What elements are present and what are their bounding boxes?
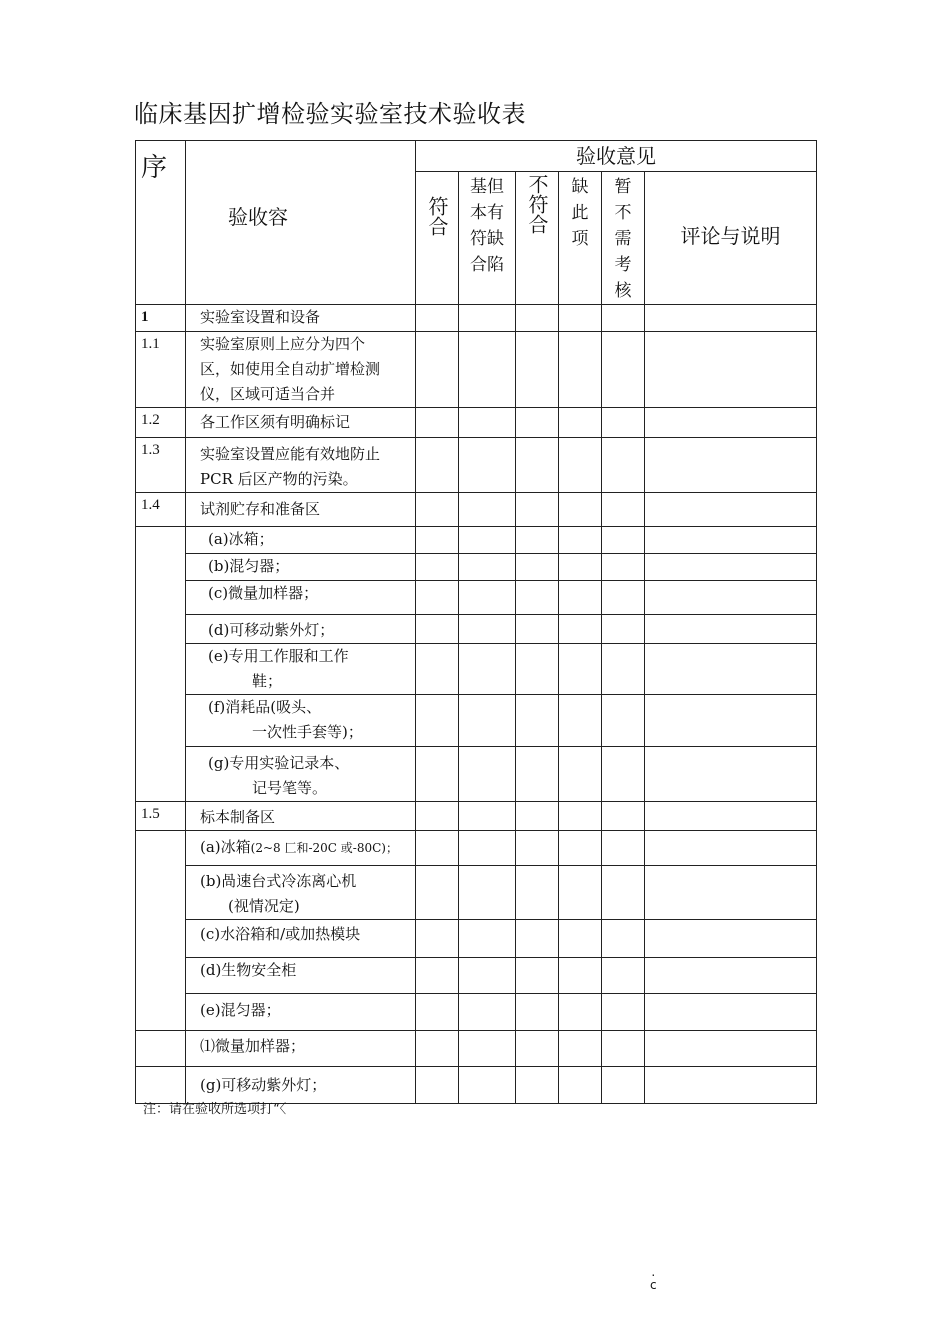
table-row	[136, 581, 817, 615]
header-conform: 符合	[416, 172, 459, 305]
table-row	[136, 527, 817, 554]
header-not-required: 暂 不 需 考 核	[602, 172, 645, 305]
row-content: 实验室设置和设备	[186, 305, 416, 332]
table-row	[136, 920, 817, 958]
row-content: 各工作区须有明确标记	[186, 408, 416, 438]
row-content: (d)生物安全柜	[186, 958, 416, 994]
row-content: (f)消耗品(吸头、 一次性手套等)；	[186, 695, 416, 747]
table-row	[136, 802, 817, 831]
table-row	[136, 644, 817, 695]
table-row	[136, 747, 817, 802]
table-row	[136, 332, 817, 408]
row-content: (c)水浴箱和/或加热模块	[186, 920, 416, 958]
row-content: 试剂贮存和准备区	[186, 493, 416, 527]
table-row	[136, 866, 817, 920]
row-seq: 1.2	[136, 408, 186, 438]
header-nonconform: 不符合	[516, 172, 559, 305]
row-content: (b)混匀器；	[186, 554, 416, 581]
row-content: (b)咼速台式冷冻离心机 (视情况定)	[186, 866, 416, 920]
row-content: (a)冰箱(2~8 匚和-20C 或-80C)；	[186, 831, 416, 866]
row-content: (g)专用实验记录本、 记号笔等。	[186, 747, 416, 802]
row-seq-empty	[136, 1031, 186, 1067]
table-row	[136, 493, 817, 527]
table-row	[136, 695, 817, 747]
row-seq: 1.3	[136, 438, 186, 493]
table-row	[136, 1031, 817, 1067]
row-content: (c)微量加样器；	[186, 581, 416, 615]
table-row	[136, 305, 817, 332]
table-row	[136, 831, 817, 866]
header-content: 验收容	[186, 141, 416, 305]
row-content: 实验室设置应能有效地防止 PCR 后区产物的污染。	[186, 438, 416, 493]
table-row	[136, 554, 817, 581]
table-row	[136, 958, 817, 994]
row-content: 实验室原则上应分为四个 区，如使用全自动扩增检测 仪，区域可适当合并	[186, 332, 416, 408]
acceptance-table	[135, 140, 817, 1104]
row-seq-empty	[136, 831, 186, 1031]
header-comment: 评论与说明	[645, 172, 817, 305]
header-missing: 缺 此 项	[559, 172, 602, 305]
row-seq: 1.1	[136, 332, 186, 408]
footnote: 注：请在验收所选项打“〈	[143, 1102, 287, 1117]
row-content: (e)专用工作服和工作 鞋；	[186, 644, 416, 695]
row-content: (d)可移动紫外灯；	[186, 615, 416, 644]
row-seq: 1.4	[136, 493, 186, 527]
row-content: (a)冰箱；	[186, 527, 416, 554]
row-content: ⑴微量加样器；	[186, 1031, 416, 1067]
header-seq: 序	[136, 141, 186, 305]
table-row	[136, 408, 817, 438]
table-row	[136, 994, 817, 1031]
page-title: 临床基因扩增检验实验室技术验收表	[134, 100, 526, 128]
row-content: 标本制备区	[186, 802, 416, 831]
header-basic-conform: 基但 本有 符缺 合陷	[459, 172, 516, 305]
row-seq-empty	[136, 527, 186, 802]
table-row	[136, 615, 817, 644]
row-content: (g)可移动紫外灯；	[186, 1067, 416, 1104]
header-opinion: 验收意见	[416, 141, 817, 172]
row-seq: 1.5	[136, 802, 186, 831]
row-seq: 1	[136, 305, 186, 332]
page-mark: . c	[650, 1265, 657, 1292]
row-content: (e)混匀器；	[186, 994, 416, 1031]
table-row	[136, 438, 817, 493]
